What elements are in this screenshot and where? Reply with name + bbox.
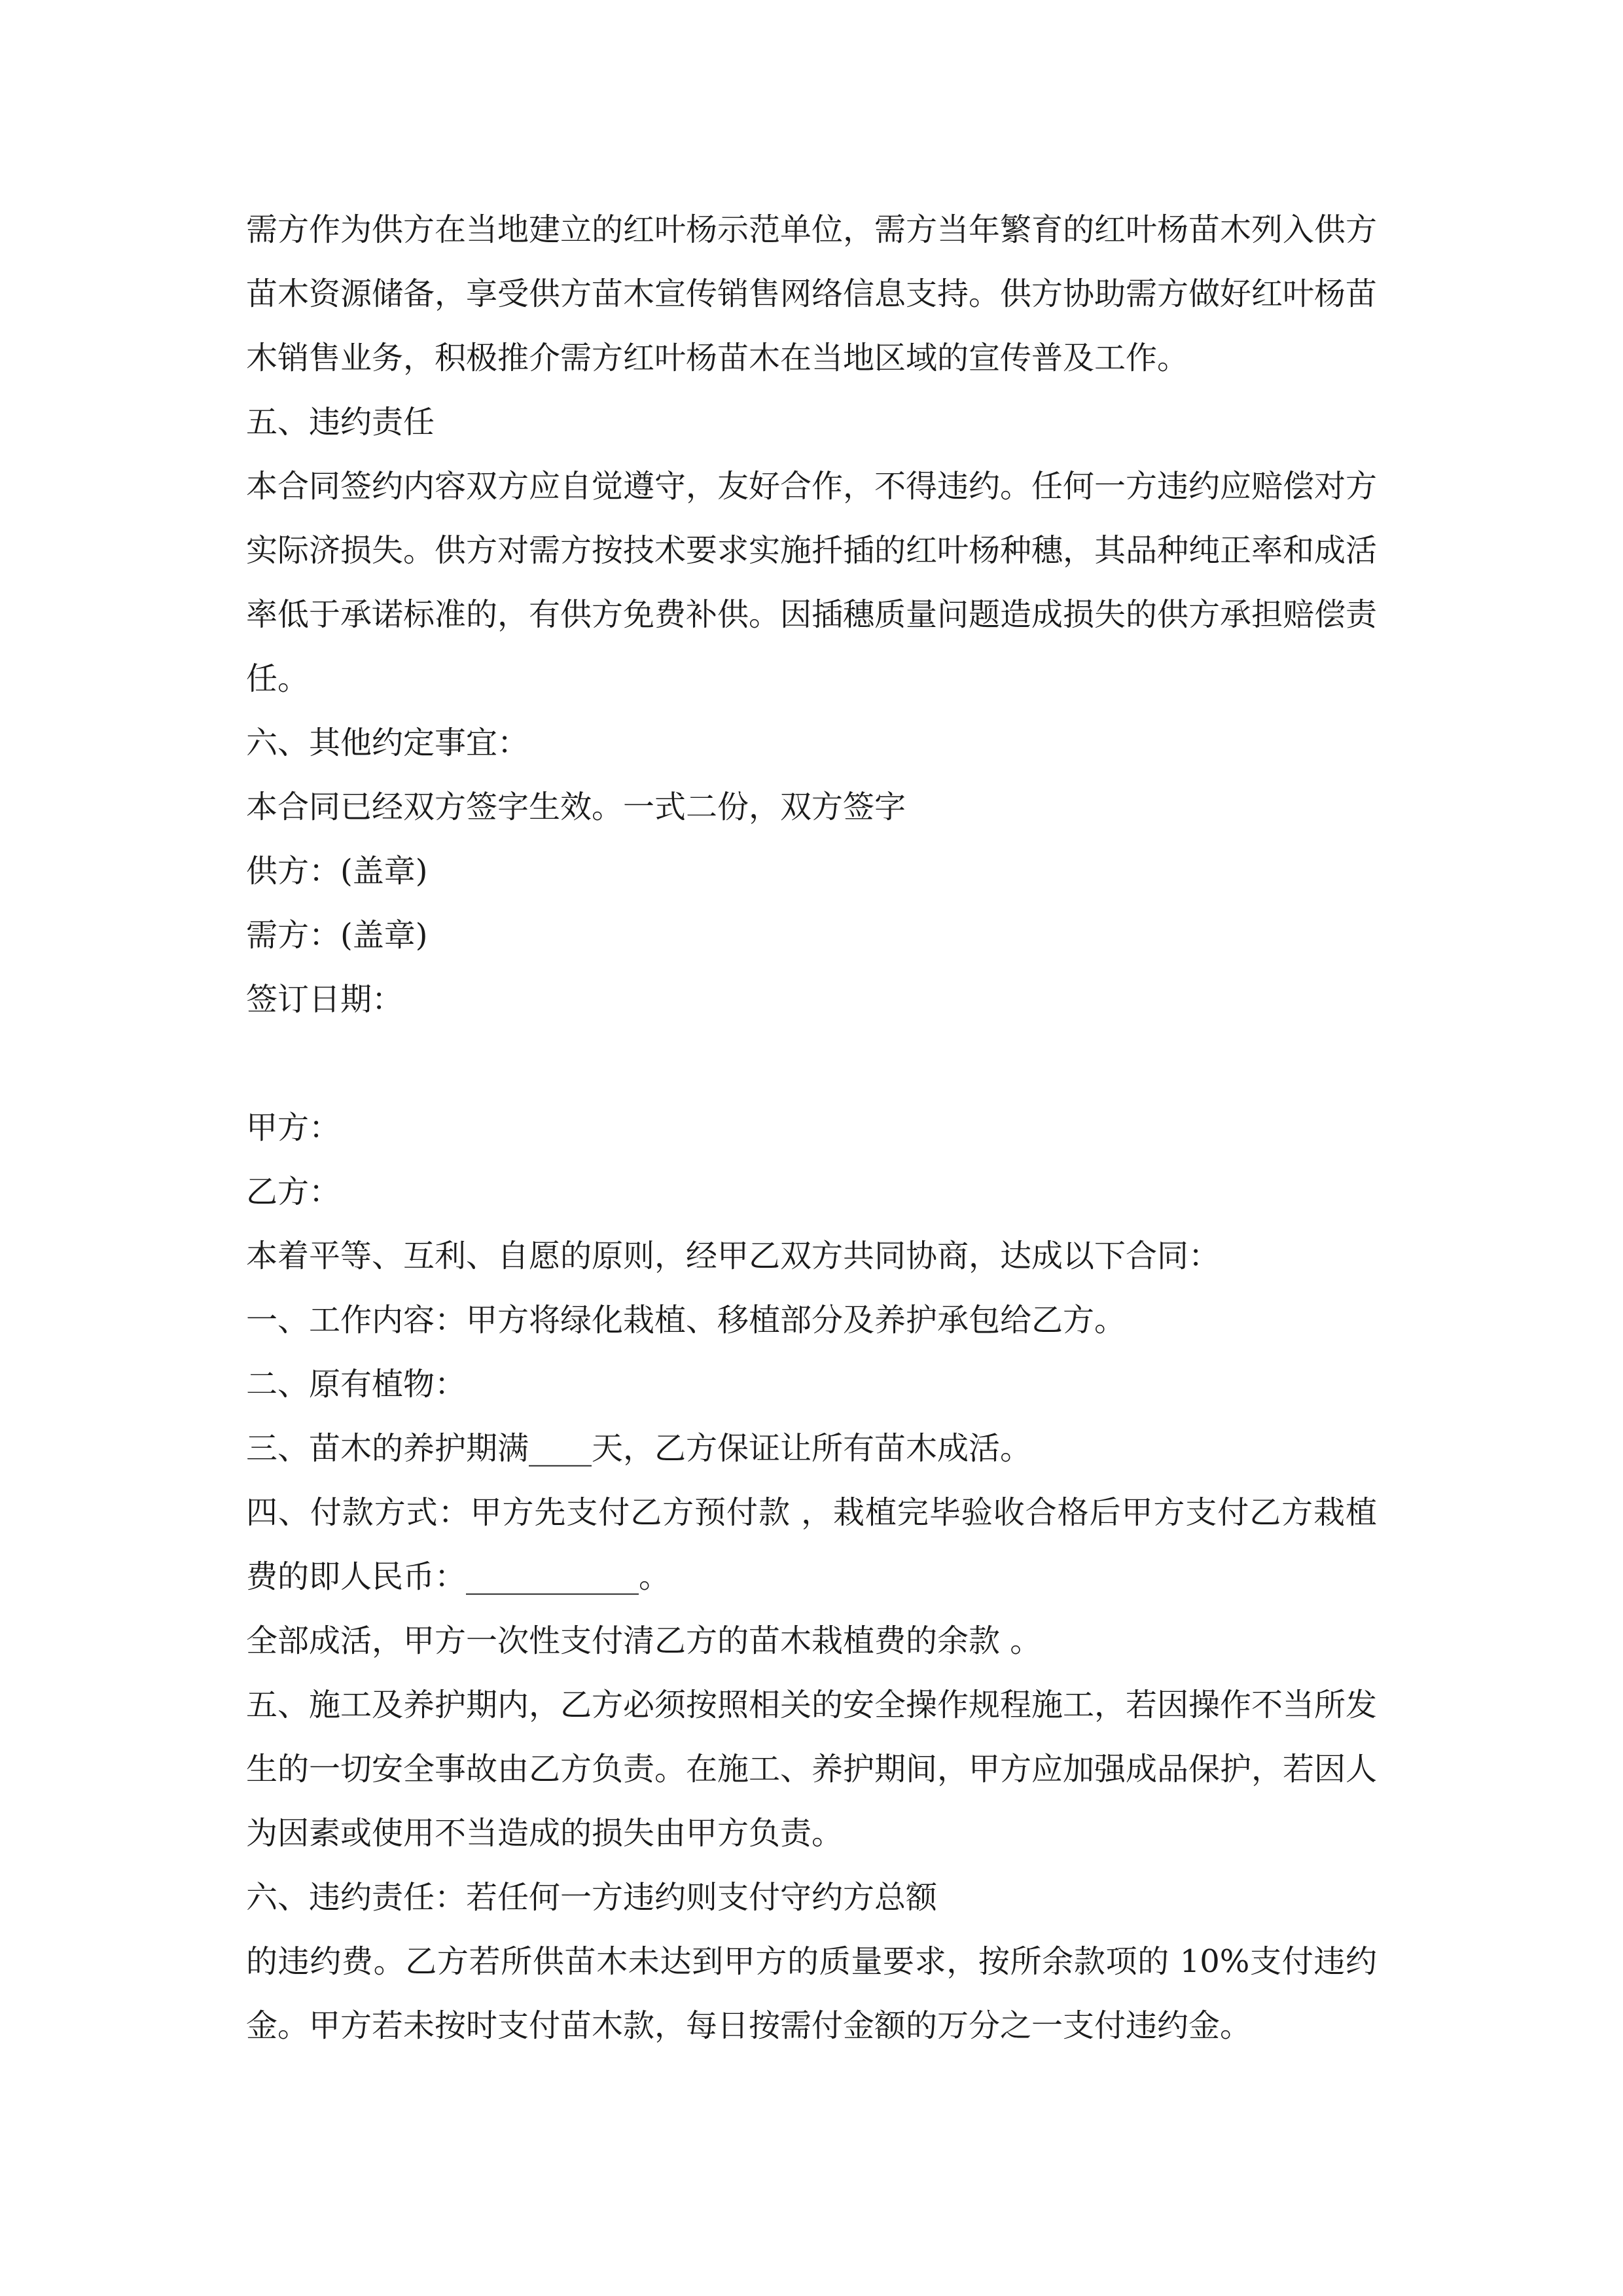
party-a-line: 甲方： [246, 1109, 341, 1146]
contract-intro: 本着平等、互利、自愿的原则，经甲乙双方共同协商，达成以下合同： [246, 1238, 1221, 1274]
clause-maintenance-period: 三、苗木的养护期满____天，乙方保证让所有苗木成活。 [246, 1430, 1032, 1467]
heading-breach-liability: 五、违约责任 [246, 404, 435, 440]
clause-work-content: 一、工作内容：甲方将绿化栽植、移植部分及养护承包给乙方。 [246, 1302, 1126, 1338]
clause-safety: 五、施工及养护期内，乙方必须按照相关的安全操作规程施工，若因操作不当所发生的一切安全事故由乙方负责。在施工、养护期间，甲方应加强成品保护，若因人为因素或使用不当造成的损失由甲方负责。 [246, 1687, 1378, 1852]
buyer-seal-line: 需方：(盖章) [246, 917, 428, 954]
clause-breach: 六、违约责任：若任何一方违约则支付守约方总额 [246, 1879, 938, 1916]
section-gap [246, 1031, 1377, 1096]
supplier-seal-line: 供方：(盖章) [246, 853, 428, 889]
clause-payment-balance: 全部成活，甲方一次性支付清乙方的苗木栽植费的余款 。 [246, 1623, 1042, 1659]
signing-date-line: 签订日期： [246, 981, 404, 1018]
clause-existing-plants: 二、原有植物： [246, 1366, 467, 1403]
clause-breach-continued: 的违约费。乙方若所供苗木未达到甲方的质量要求，按所余款项的 10%支付违约金。甲方若未按时支付苗木款，每日按需付金额的万分之一支付违约金。 [246, 1943, 1377, 2044]
paragraph-effective: 本合同已经双方签字生效。一式二份，双方签字 [246, 789, 906, 825]
document-body [246, 198, 1377, 2058]
paragraph-breach-terms: 本合同签约内容双方应自觉遵守，友好合作，不得违约。任何一方违约应赔偿对方实际济损失。供方对需方按技术要求实施扦插的红叶杨种穗，其品种纯正率和成活率低于承诺标准的，有供方免费补供。因插穗质量问题造成损失的供方承担赔偿责任。 [246, 468, 1378, 697]
clause-payment-method: 四、付款方式：甲方先支付乙方预付款 ，栽植完毕验收合格后甲方支付乙方栽植费的即人民币：___________。 [246, 1494, 1377, 1595]
heading-other-matters: 六、其他约定事宜： [246, 725, 529, 761]
paragraph-demo-unit: 需方作为供方在当地建立的红叶杨示范单位，需方当年繁育的红叶杨苗木列入供方苗木资源储备，享受供方苗木宣传销售网络信息支持。供方协助需方做好红叶杨苗木销售业务，积极推介需方红叶杨苗木在当地区域的宣传普及工作。 [246, 211, 1378, 376]
party-b-line: 乙方： [246, 1174, 341, 1210]
